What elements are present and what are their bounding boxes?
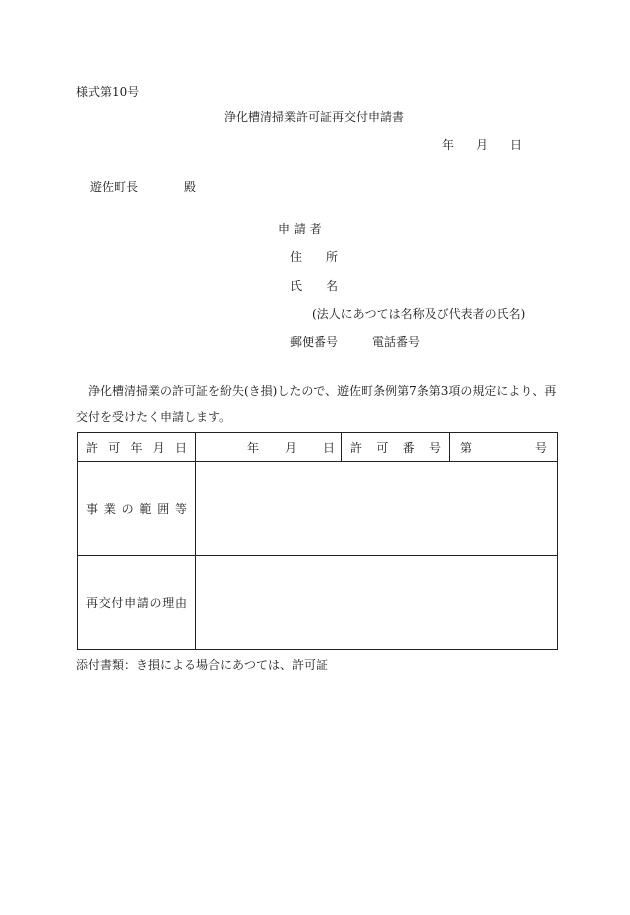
corporate-note: (法人にあつては名称及び代表者の氏名) (312, 307, 526, 321)
permit-date-month: 月 (284, 440, 297, 455)
contact-line (290, 334, 420, 350)
addressee-honorific: 殿 (184, 180, 197, 194)
address-label: 住 所 (290, 250, 339, 264)
addressee (90, 179, 196, 195)
permit-number-cell (450, 433, 558, 462)
body-text-line1: 浄化槽清掃業の許可証を紛失(き損)したので、遊佐町条例第7条第3項の規定により、再 (88, 384, 557, 398)
date-day: 日 (510, 138, 523, 152)
permit-number-label: 許可番号 (342, 433, 450, 462)
date-year: 年 (442, 138, 455, 152)
application-table (77, 432, 558, 650)
form-number: 様式第10号 (76, 85, 140, 99)
phone-label: 電話番号 (372, 335, 421, 349)
permit-date-day: 日 (322, 440, 335, 455)
date-month: 月 (476, 138, 489, 152)
scope-field[interactable] (196, 462, 558, 556)
permit-number-prefix: 第 (460, 440, 473, 455)
name-label: 氏 名 (290, 279, 339, 293)
table-row (78, 433, 558, 462)
postal-label: 郵便番号 (290, 335, 339, 349)
date-line (442, 137, 522, 153)
table-row (78, 462, 558, 556)
scope-label: 事業の範囲等 (78, 462, 196, 556)
attachment-note: 添付書類：き損による場合にあつては、許可証 (76, 658, 329, 672)
applicant-heading: 申 請 者 (278, 222, 322, 236)
table-row (78, 556, 558, 650)
page-title: 浄化槽清掃業許可証再交付申請書 (224, 110, 405, 124)
permit-date-label: 許可年月日 (78, 433, 196, 462)
permit-date-year: 年 (246, 440, 259, 455)
permit-date-cell (196, 433, 342, 462)
permit-number-suffix: 号 (534, 440, 547, 455)
reason-label: 再交付申請の理由 (78, 556, 196, 650)
addressee-name: 遊佐町長 (90, 180, 139, 194)
reason-field[interactable] (196, 556, 558, 650)
body-text-line2: 交付を受けたく申請します。 (76, 410, 232, 424)
